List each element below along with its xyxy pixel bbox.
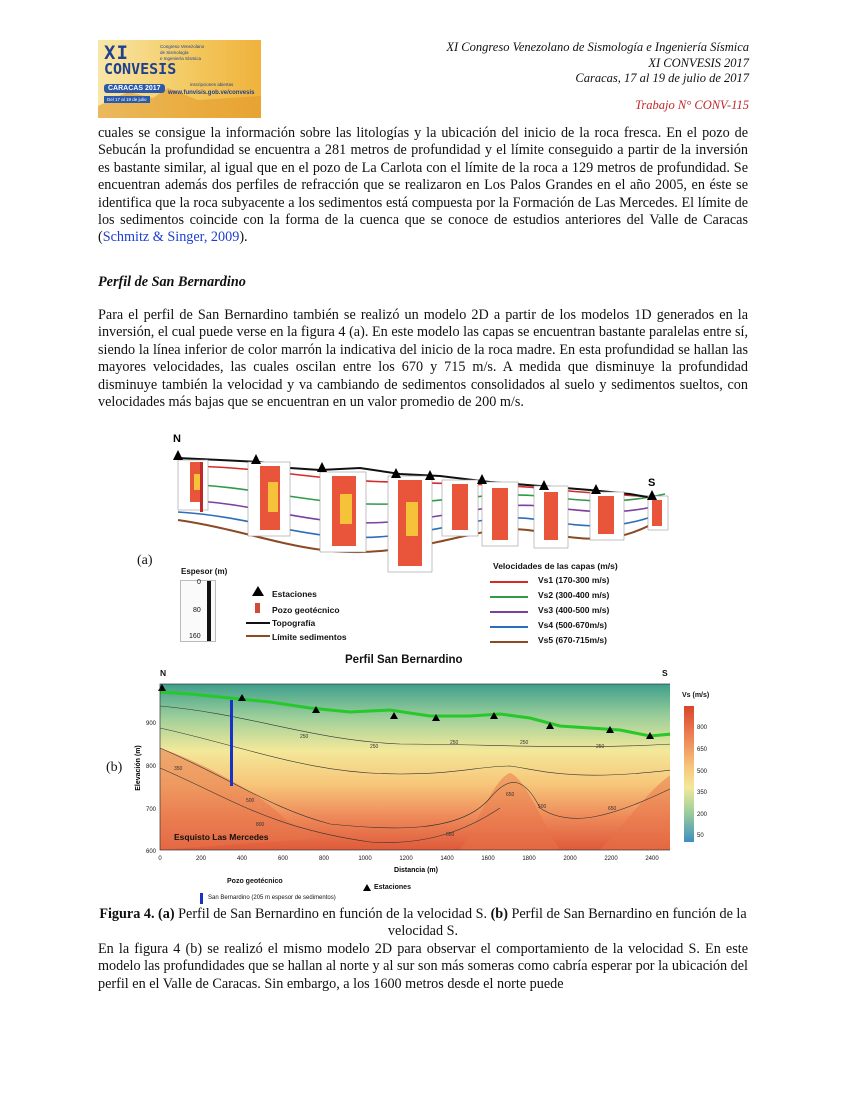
- legend-stations-label: Estaciones: [272, 589, 317, 599]
- caption-b-tag: (b): [490, 906, 508, 922]
- figure-b-south: S: [662, 668, 668, 678]
- paragraph-1-end: ).: [239, 229, 248, 246]
- figure-a-label: (a): [137, 553, 153, 568]
- citation-link[interactable]: Schmitz & Singer, 2009: [102, 229, 240, 246]
- 1d-model-panels: [178, 460, 668, 572]
- thickness-tick-160: 160: [189, 633, 201, 640]
- contour-label-6: 350: [174, 766, 183, 772]
- contour-label-12: 800: [256, 822, 265, 828]
- header-conference-name: XI Congreso Venezolano de Sismología e Ingeniería Sísmica: [446, 40, 749, 54]
- layer-vs4-label: Vs4 (500-670m/s): [538, 620, 607, 630]
- paragraph-3: En la figura 4 (b) se realizó el mismo modelo 2D para observar el comportamiento de la velocidad S. En este modelo las profundidades que se hallan al norte y al sur son más someras como cabría esperar por la ubicación del perfil en el Valle de Caracas. Sin embargo, a los 1600 metros desde el norte puede: [98, 941, 748, 992]
- layer-vs5-label: Vs5 (670-715m/s): [538, 635, 607, 645]
- borehole-legend-bar: [200, 893, 203, 904]
- thickness-scale: [180, 580, 216, 642]
- station-legend-icon: [252, 586, 264, 596]
- colorbar-tick-500: 500: [697, 769, 708, 775]
- y-axis-ticks: [146, 721, 157, 855]
- thickness-scale-title: Espesor (m): [181, 567, 228, 576]
- figure-caption: [98, 906, 748, 941]
- logo-dates: Del 17 al 19 de julio: [104, 96, 150, 103]
- header-paper-id: Trabajo N° CONV-115: [635, 98, 749, 112]
- conference-logo: [98, 40, 261, 118]
- legend-borehole-title: Pozo geotécnico: [227, 878, 283, 885]
- contour-label-11: 650: [446, 832, 455, 838]
- contour-label-3: 250: [450, 740, 459, 746]
- xtick-1400: 1400: [440, 856, 454, 862]
- ytick-900: 900: [145, 721, 156, 727]
- xtick-1800: 1800: [522, 856, 536, 862]
- layer-vs4: [490, 620, 660, 634]
- contour-label-7: 500: [246, 798, 255, 804]
- paragraph-1: [98, 125, 748, 247]
- colorbar-tick-350: 350: [697, 790, 708, 796]
- velocity-section-plot: [130, 678, 670, 908]
- layer-vs2: [490, 590, 660, 604]
- formation-label: Esquisto Las Mercedes: [174, 832, 269, 842]
- layer-vs1: [490, 575, 660, 589]
- borehole-marker: [200, 462, 203, 512]
- colorbar-tick-800: 800: [697, 725, 708, 731]
- legend-borehole-label: Pozo geotécnico: [272, 605, 340, 615]
- stations-legend-icon: [363, 884, 371, 891]
- header-conference-edition: XI CONVESIS 2017: [648, 56, 749, 70]
- logo-roman: XI: [104, 42, 129, 64]
- xtick-2000: 2000: [563, 856, 577, 862]
- contour-label-1: 250: [300, 734, 309, 740]
- logo-url: www.funvisis.gob.ve/convesis: [168, 90, 255, 96]
- legend-sediment-limit-label: Límite sedimentos: [272, 632, 347, 642]
- caption-a-text: Perfil de San Bernardino en función de la velocidad S.: [174, 906, 491, 922]
- layers-legend: [490, 575, 660, 650]
- contour-label-10: 650: [608, 806, 617, 812]
- contour-label-4: 250: [520, 740, 529, 746]
- logo-inscriptions: inscripciones abiertas: [190, 82, 234, 87]
- layer-vs5: [490, 635, 660, 649]
- xtick-2200: 2200: [604, 856, 618, 862]
- thickness-tick-80: 80: [193, 607, 201, 614]
- layers-legend-title: Velocidades de las capas (m/s): [493, 561, 618, 571]
- caption-a-tag: (a): [158, 906, 175, 922]
- logo-name: CONVESIS: [104, 60, 177, 78]
- caption-b-text: Perfil de San Bernardino en función de la velocidad S.: [387, 906, 747, 940]
- legend-a-symbols: [244, 585, 274, 645]
- x-axis-label: Distancia (m): [394, 867, 438, 874]
- logo-line-3: e Ingeniería Sísmica: [160, 56, 202, 61]
- xtick-1200: 1200: [399, 856, 413, 862]
- borehole-legend-icon: [255, 603, 260, 613]
- legend-topography-label: Topografía: [272, 618, 316, 628]
- figure-a-south-label: S: [648, 477, 656, 489]
- xtick-200: 200: [195, 856, 207, 862]
- xtick-800: 800: [318, 856, 330, 862]
- paragraph-1-text: cuales se consigue la información sobre las litologías y la ubicación del inicio de la roca fresca. En el pozo de Sebucán la profundidad se encuentra a 281 metros de profundidad y el límite conseguido a partir de la inversión es bastante similar, al igual que en el pozo de La Carlota con el límite de la roca a 129 metros de profundidad. Se encuentran además dos perfiles de refracción que se realizaron en Los Palos Grandes en el año 2005, en éste se identifica que la roca subyacente a los sedimentos está compuesta por la Formación de Las Mercedes. El límite de los sedimentos coincide con la forma de la cuenca que se conoce de estudios anteriores del Valle de Caracas (: [98, 125, 748, 246]
- contour-label-8: 500: [538, 804, 547, 810]
- colorbar-tick-650: 650: [697, 747, 708, 753]
- xtick-2400: 2400: [645, 856, 659, 862]
- caption-prefix: Figura 4.: [99, 906, 155, 922]
- ytick-800: 800: [145, 764, 156, 770]
- ytick-700: 700: [145, 807, 156, 813]
- legend-borehole-item: San Bernardino (205 m espesor de sedimentos): [208, 895, 336, 901]
- colorbar-tick-200: 200: [697, 812, 708, 818]
- x-axis-ticks: [158, 856, 659, 862]
- layer-vs3: [490, 605, 660, 619]
- colorbar: [684, 706, 694, 842]
- xtick-1600: 1600: [481, 856, 495, 862]
- borehole-bar: [230, 700, 233, 786]
- xtick-0: 0: [158, 856, 162, 862]
- colorbar-tick-50: 50: [697, 833, 704, 839]
- y-axis-label: Elevación (m): [135, 745, 142, 791]
- contour-label-2: 250: [370, 744, 379, 750]
- layer-vs2-label: Vs2 (300-400 m/s): [538, 590, 610, 600]
- xtick-600: 600: [277, 856, 289, 862]
- thickness-tick-0: 0: [197, 579, 201, 586]
- contour-label-5: 250: [596, 744, 605, 750]
- xtick-400: 400: [236, 856, 248, 862]
- contour-label-9: 650: [506, 792, 515, 798]
- paragraph-2: Para el perfil de San Bernardino también se realizó un modelo 2D a partir de los modelos 1D generados en la inversión, el cual puede verse en la figura 4 (a). En este modelo las capas se encuentran bastante paralelas entre sí, siendo la línea inferior de color marrón la indicativa del inicio de la roca madre. En esta profundidad se hallan las mayores velocidades, las cuales oscilan entre los 670 y 715 m/s. A medida que disminuye la profundidad disminuye también la velocidad y va cambiando de sedimentos consolidados al suelo y sedimentos sueltos, con velocidades más bajas que se encuentran en un valor promedio de 200 m/s.: [98, 307, 748, 411]
- legend-stations-b: Estaciones: [374, 884, 411, 891]
- layer-vs3-label: Vs3 (400-500 m/s): [538, 605, 610, 615]
- logo-line-2: de Sismología: [160, 50, 189, 55]
- header-location-date: Caracas, 17 al 19 de julio de 2017: [575, 71, 749, 85]
- figure-b-north: N: [160, 668, 167, 678]
- figure-b-title: Perfil San Bernardino: [345, 654, 463, 666]
- colorbar-title: Vs (m/s): [682, 692, 710, 699]
- xtick-1000: 1000: [358, 856, 372, 862]
- logo-city-badge: CARACAS 2017: [104, 84, 165, 93]
- figure-b-label: (b): [106, 760, 123, 775]
- figure-a-north-label: N: [173, 433, 181, 445]
- section-title: Perfil de San Bernardino: [98, 274, 246, 290]
- logo-line-1: Congreso Venezolano: [160, 44, 205, 49]
- layer-vs1-label: Vs1 (170-300 m/s): [538, 575, 610, 585]
- ytick-600: 600: [145, 849, 156, 855]
